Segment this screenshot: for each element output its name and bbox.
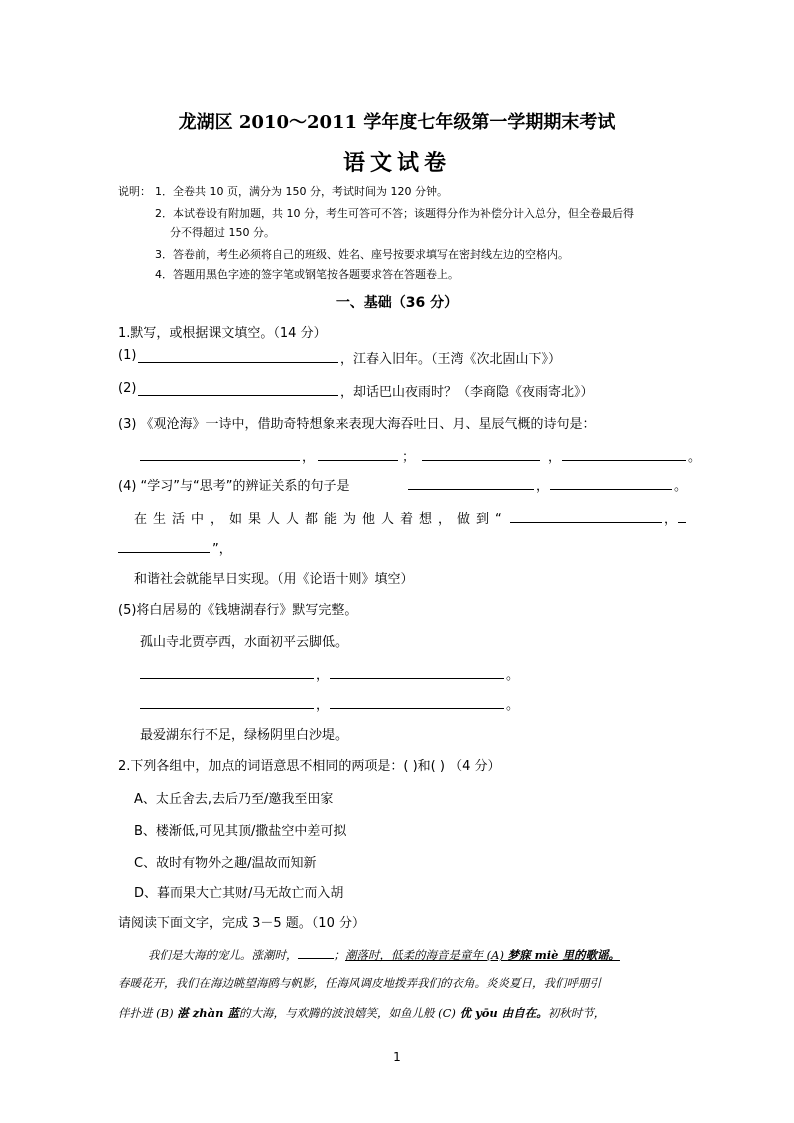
marked-word: 优 yōu 由自在。: [459, 1006, 548, 1020]
answer-blank[interactable]: [562, 446, 686, 461]
item-text: (5)将白居易的《钱塘湖春行》默写完整。: [118, 603, 358, 618]
exam-title: 龙湖区 2010～2011 学年度七年级第一学期期末考试: [178, 112, 616, 133]
option-c: C、故时有物外之趣/温故而知新: [134, 856, 317, 871]
poem-line: 孤山寺北贾亭西，水面初平云脚低。: [140, 635, 349, 650]
answer-blank[interactable]: [678, 508, 686, 523]
punctuation: 。: [506, 668, 520, 683]
option-b: B、楼渐低,可见其顶/撒盐空中差可拟: [134, 824, 347, 839]
option-d: D、暮而果大亡其财/马无故亡而入胡: [134, 886, 344, 901]
item-text: ，江春入旧年。（王湾《次北固山下》）: [340, 352, 562, 367]
answer-blank[interactable]: [140, 664, 314, 679]
answer-blank[interactable]: [408, 475, 534, 490]
passage-text: 的大海，与欢腾的波浪嬉笑，如鱼儿般 (C): [238, 1006, 460, 1020]
page-number: 1: [393, 1050, 401, 1064]
punctuation: ，: [548, 450, 562, 465]
exam-subtitle: 语文试卷: [342, 150, 451, 176]
answer-blank[interactable]: [138, 348, 338, 363]
marked-word: 梦寐 miè 里的歌谣。: [507, 948, 620, 962]
answer-blank[interactable]: [118, 538, 210, 553]
passage-line: [148, 944, 620, 963]
instruction-item: 4．答题用黑色字迹的签字笔或钢笔按各题要求答在答题卷上。: [155, 268, 459, 281]
punctuation: 。: [674, 479, 688, 494]
passage-line: [118, 1005, 605, 1021]
instruction-item: 1．全卷共 10 页，满分为 150 分，考试时间为 120 分钟。: [155, 185, 448, 198]
answer-blank[interactable]: [140, 694, 314, 709]
punctuation: ；: [333, 948, 345, 962]
option-a: A、太丘舍去,去后乃至/邀我至田家: [134, 792, 334, 807]
answer-blank[interactable]: [422, 446, 540, 461]
item-text: (4) “学习”与“思考”的辨证关系的句子是: [118, 479, 350, 494]
punctuation: ，: [316, 698, 330, 713]
answer-blank[interactable]: [330, 664, 504, 679]
punctuation: ，: [536, 479, 550, 494]
item-text: (3) 《观沧海》一诗中，借助奇特想象来表现大海吞吐日、月、星辰气概的诗句是：: [118, 417, 596, 432]
punctuation: ，: [664, 512, 678, 527]
answer-blank[interactable]: [510, 508, 662, 523]
punctuation: 。: [688, 450, 702, 465]
passage-text: 潮落时，低柔的海音是童年 (A): [345, 948, 508, 962]
question-stem: 2.下列各组中，加点的词语意思不相同的两项是：( )和( ) （4 分）: [118, 759, 501, 774]
instruction-item: 2．本试卷设有附加题，共 10 分，考生可答可不答；该题得分作为补偿分计入总分，但全卷最后得: [155, 207, 634, 220]
answer-blank[interactable]: [330, 694, 504, 709]
item-number: (2): [118, 381, 137, 396]
punctuation: ，: [316, 668, 330, 683]
punctuation: ；: [402, 450, 416, 465]
item-text: 和谐社会就能早日实现。（用《论语十则》填空）: [134, 572, 414, 587]
answer-blank[interactable]: [318, 446, 398, 461]
item-number: (1): [118, 348, 137, 363]
instruction-item: 分不得超过 150 分。: [170, 226, 275, 239]
item-text: 在生活中，如果人人都能为他人着想，做到“: [134, 512, 508, 527]
punctuation: ，: [302, 450, 316, 465]
reading-stem: 请阅读下面文字，完成 3－5 题。（10 分）: [118, 916, 365, 931]
answer-blank[interactable]: [550, 475, 672, 490]
passage-text: 我们是大海的宠儿。涨潮时，: [148, 948, 298, 962]
instruction-item: 3．答卷前，考生必须将自己的班级、姓名、座号按要求填写在密封线左边的空格内。: [155, 248, 569, 261]
marked-word: 湛 zhàn 蓝: [177, 1006, 239, 1020]
answer-blank[interactable]: [298, 944, 334, 959]
punctuation: 。: [506, 698, 520, 713]
passage-text: 伴扑进 (B): [118, 1006, 178, 1020]
question-stem: 1.默写，或根据课文填空。（14 分）: [118, 326, 327, 341]
item-text: ，却话巴山夜雨时？（李商隐《夜雨寄北》）: [340, 385, 594, 400]
passage-line: 春暖花开，我们在海边眺望海鸥与帆影，任海风调皮地拨弄我们的衣角。炎炎夏日，我们呼朋引: [118, 976, 601, 990]
section-heading: 一、基础（36 分）: [335, 295, 459, 311]
punctuation: ”，: [212, 542, 232, 557]
answer-blank[interactable]: [138, 381, 338, 396]
passage-text: 初秋时节，: [547, 1006, 606, 1020]
instructions-label: 说明：: [118, 185, 151, 198]
answer-blank[interactable]: [140, 446, 300, 461]
poem-line: 最爱湖东行不足，绿杨阴里白沙堤。: [140, 728, 349, 743]
